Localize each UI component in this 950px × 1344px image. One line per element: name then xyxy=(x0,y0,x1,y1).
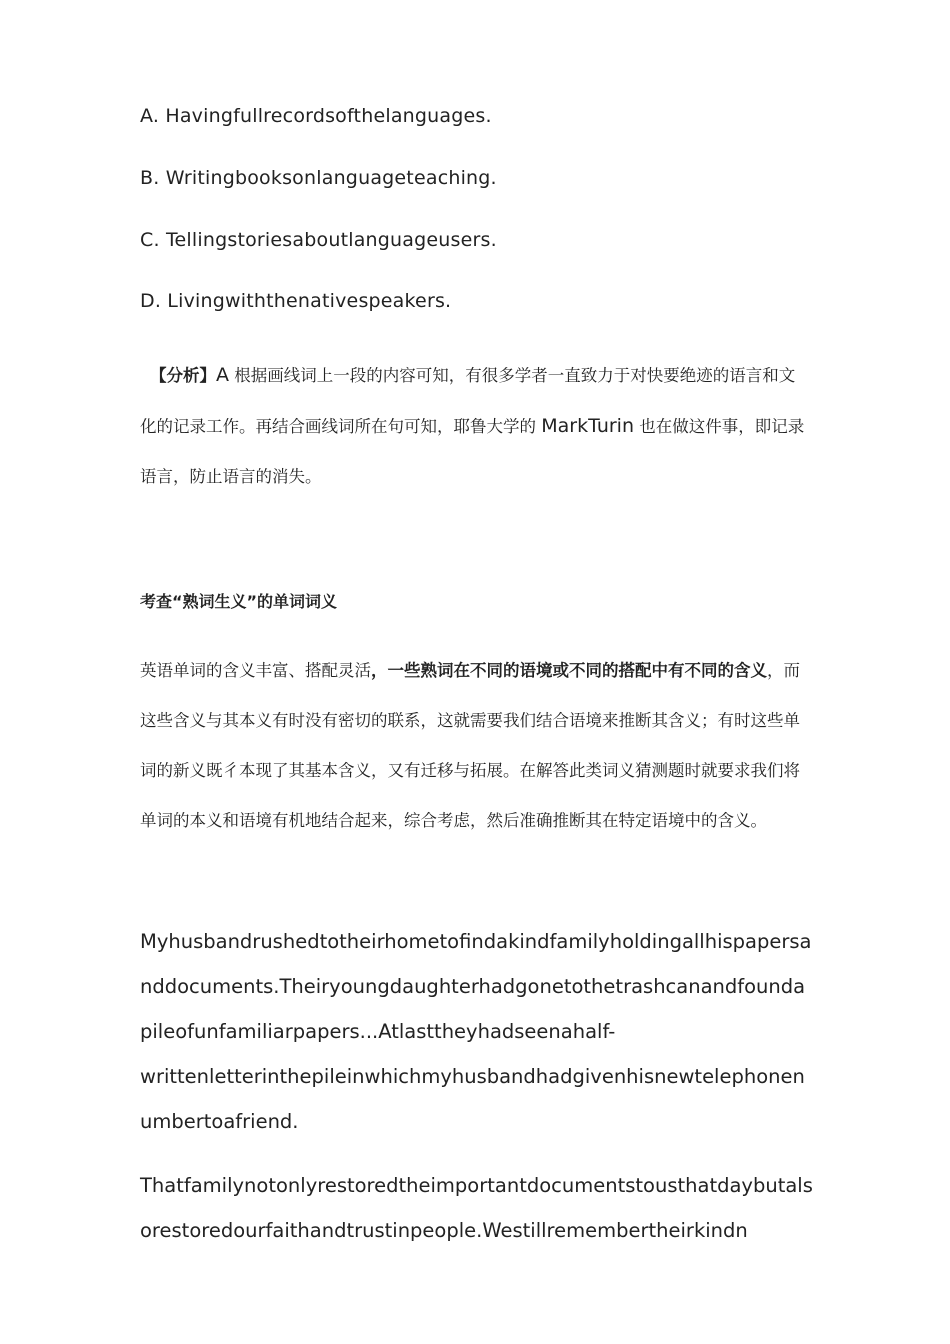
option-a: A. Havingfullrecordsofthelanguages. xyxy=(140,105,492,127)
passage-paragraph-2: Thatfamilynotonlyrestoredtheimportantdocumentstousthatdaybutalsorestoredourfaithandtrustinpeople.Westillremembertheirkindn xyxy=(140,1174,813,1242)
passage-p1-part2: writtenletterinthepileinwhichmyhusbandhadgivenhisnewtelephonenumbertoafriend. xyxy=(140,1065,805,1133)
analysis-label: 【分析】 xyxy=(150,366,216,385)
section-intro-paragraph xyxy=(140,646,810,846)
analysis-name: MarkTurin xyxy=(541,415,634,437)
analysis-answer: A xyxy=(216,364,229,386)
intro-bold: ，一些熟词在不同的语境或不同的搭配中有不同的含义 xyxy=(371,661,767,680)
analysis-text-part2: 也在做这件事，即记录语言，防止语言的消失。 xyxy=(140,417,805,486)
passage-p1-part1: Myhusbandrushedtotheirhometofindakindfamilyholdingallhispapersanddocuments.Theiryoungdaughterhadgonetothetrashcanandfoundapileofunfamiliarpapers...Atlasttheyhadseenahalf- xyxy=(140,930,812,1043)
option-d: D. Livingwiththenativespeakers. xyxy=(140,290,452,312)
section-heading: 考查“熟词生义”的单词词义 xyxy=(140,592,338,611)
option-b: B. Writingbooksonlanguageteaching. xyxy=(140,167,497,189)
passage-paragraph-1 xyxy=(140,919,815,1144)
analysis-text-part1: 根据画线词上一段的内容可知，有很多学者一直致力于对快要绝迹的语言和文化的记录工作。再结合画线词所在句可知，耶鲁大学的 xyxy=(140,366,796,436)
analysis-paragraph xyxy=(140,350,810,502)
intro-plain-1: 英语单词的含义丰富、搭配灵活 xyxy=(140,661,371,680)
intro-plain-2: ，而这些含义与其本义有时没有密切的联系，这就需要我们结合语境来推断其含义；有时这些单词的新义既彳本现了其基本含义，又有迁移与拓展。在解答此类词义猜测题时就要求我们将单词的本义和语境有机地结合起来，综合考虑，然后准确推断其在特定语境中的含义。 xyxy=(140,661,800,830)
option-c: C. Tellingstoriesaboutlanguageusers. xyxy=(140,229,497,251)
